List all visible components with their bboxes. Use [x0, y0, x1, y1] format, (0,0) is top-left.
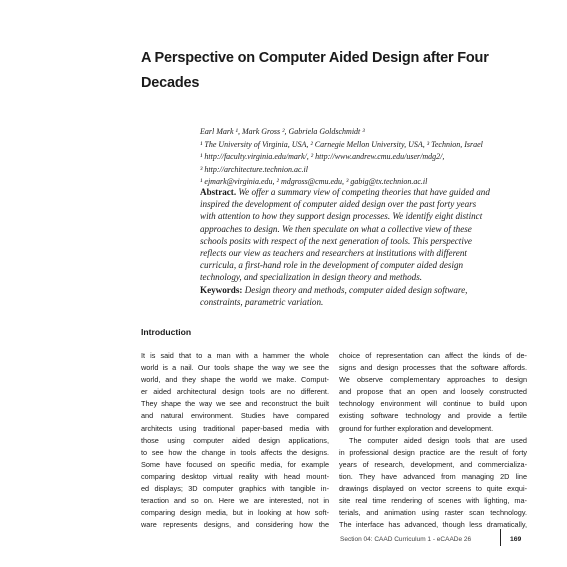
- abstract-line: reflects our view as teachers and researchers at institutions with different: [200, 248, 467, 259]
- body-line: The interface has advanced, though less dramatically,: [339, 520, 527, 530]
- body-line: They shape the way we see and reconstruct the built: [141, 399, 329, 409]
- body-line: ware represents designs, and considering how the: [141, 520, 329, 530]
- body-column-left: [141, 350, 329, 531]
- abstract-line: curricula, a first-hand role in the development of computer aided design: [200, 260, 464, 271]
- author-urls-line-2: ³ http://architecture.technion.ac.il: [200, 164, 308, 174]
- author-block: [200, 126, 540, 189]
- body-line: er aided architectural design tools are no different.: [141, 387, 329, 397]
- body-line: those using computer aided design applications,: [141, 435, 329, 445]
- body-line: ed displays; 3D computer graphics with tangible in-: [141, 484, 329, 494]
- body-line: to see how the change in tools affects the designs.: [141, 447, 329, 457]
- abstract-line: technology, and specialization in design theory and methods.: [200, 272, 423, 283]
- body-line: and propose that an open and loosely constructed: [339, 387, 527, 397]
- body-line: teraction and so on. Here we are interested, not in: [141, 496, 329, 506]
- body-line: site real time rendering of scenes with lighting, ma-: [339, 496, 527, 506]
- running-footer: Section 04: CAAD Curriculum 1 - eCAADe 26: [340, 536, 472, 543]
- author-affiliations: ¹ The University of Virginia, USA, ² Carnegie Mellon University, USA, ³ Technion, Israel: [200, 139, 483, 149]
- body-line: and natural environment. Studies have compared: [141, 411, 329, 421]
- keywords-line: constraints, parametric variation.: [200, 296, 324, 307]
- abstract: [200, 186, 530, 308]
- title-line-2: Decades: [141, 75, 200, 91]
- abstract-line: inspired the development of computer aided design over the past forty years: [200, 199, 477, 210]
- abstract-line: schools posits with respect of the next generation of tools. This perspective: [200, 235, 472, 246]
- body-line: It is said that to a man with a hammer the whole: [141, 351, 329, 360]
- footer-divider: [500, 529, 501, 546]
- abstract-line: We offer a summary view of competing theories that have guided and: [238, 187, 490, 197]
- abstract-label: Abstract.: [200, 187, 237, 197]
- abstract-line: with attention to how they support design processes. We identify eight distinct: [200, 211, 483, 222]
- body-line: years of research, development, and commercializa-: [339, 459, 527, 469]
- body-line: terials, and animation using raster scan technology.: [339, 508, 527, 518]
- body-line: comparing design media, but in looking at how soft-: [141, 508, 329, 518]
- body-line: in professional design practice are the result of forty: [339, 447, 527, 457]
- body-line: signs and design processes that the software affords.: [339, 363, 527, 373]
- abstract-line: approaches to design. We then speculate on what a collective view of these: [200, 223, 472, 234]
- body-line: technology environment will continue to build upon: [339, 399, 527, 409]
- section-heading: Introduction: [141, 327, 192, 337]
- keywords-label: Keywords:: [200, 284, 243, 295]
- body-line: existing software technology and provide a fertile: [339, 411, 527, 421]
- body-line: comparing desktop virtual reality with head mount-: [141, 471, 329, 481]
- author-names: Earl Mark ¹, Mark Gross ², Gabriela Goldschmidt ³: [200, 127, 365, 136]
- page-number: 169: [510, 536, 522, 543]
- body-line: The computer aided design tools that are used: [349, 435, 527, 445]
- keywords-line: Design theory and methods, computer aided design software,: [244, 284, 468, 295]
- body-line: Some have focused on specific media, for example: [141, 459, 329, 469]
- paper-title: [141, 46, 541, 96]
- title-line-1: A Perspective on Computer Aided Design after Four: [141, 50, 489, 66]
- body-line: world is a nail. Our tools shape the way we see the: [141, 363, 329, 373]
- body-line: We observe complementary approaches to design: [339, 375, 527, 385]
- body-line: drawings displayed on vector screens to quite exqui-: [339, 484, 527, 494]
- author-urls-line-1: ¹ http://faculty.virginia.edu/mark/, ² http://www.andrew.cmu.edu/user/mdg2/,: [200, 152, 445, 161]
- body-column-right: [339, 350, 527, 531]
- author-emails: ¹ ejmark@virginia.edu, ² mdgross@cmu.edu, ³ gabig@tx.technion.ac.il: [200, 177, 428, 186]
- body-line: tion. They have advanced from managing 2D line: [339, 471, 527, 481]
- body-line: ground for further exploration and development.: [339, 423, 494, 433]
- body-line: choice of representation can affect the kinds of de-: [339, 351, 527, 360]
- body-line: world, and they shape the world we make. Comput-: [141, 375, 329, 385]
- body-line: architects using traditional paper-based media with: [141, 423, 329, 433]
